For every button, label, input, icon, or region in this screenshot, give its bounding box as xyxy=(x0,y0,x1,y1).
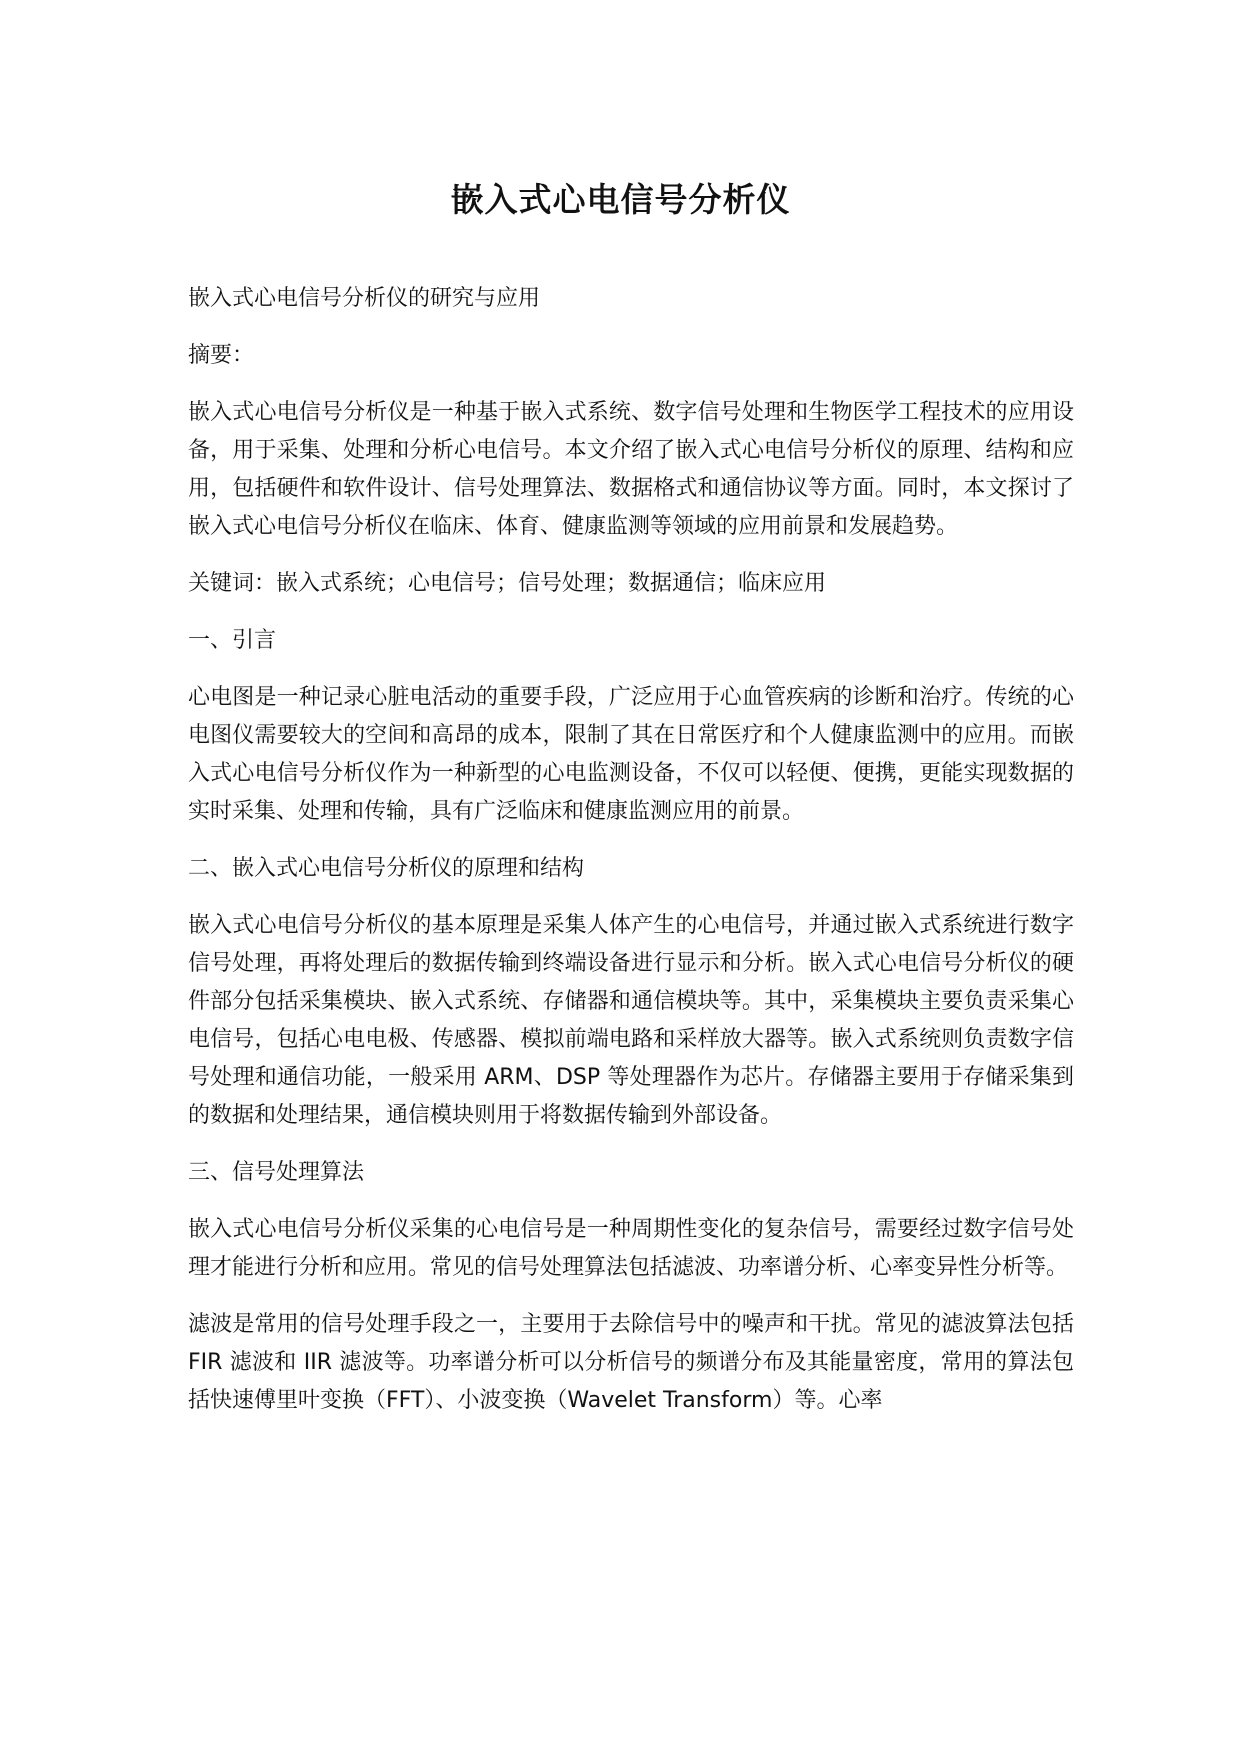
signal-processing-paragraph: 嵌入式心电信号分析仪采集的心电信号是一种周期性变化的复杂信号，需要经过数字信号处理才能进行分析和应用。常见的信号处理算法包括滤波、功率谱分析、心率变异性分析等。 xyxy=(188,1217,1074,1280)
introduction-paragraph: 心电图是一种记录心脏电活动的重要手段，广泛应用于心血管疾病的诊断和治疗。传统的心电图仪需要较大的空间和高昂的成本，限制了其在日常医疗和个人健康监测中的应用。而嵌入式心电信号分析仪作为一种新型的心电监测设备，不仅可以轻便、便携，更能实现数据的实时采集、处理和传输，具有广泛临床和健康监测应用的前景。 xyxy=(188,685,1074,824)
principle-structure-paragraph: 嵌入式心电信号分析仪的基本原理是采集人体产生的心电信号，并通过嵌入式系统进行数字信号处理，再将处理后的数据传输到终端设备进行显示和分析。嵌入式心电信号分析仪的硬件部分包括采集模块、嵌入式系统、存储器和通信模块等。其中，采集模块主要负责采集心电信号，包括心电电极、传感器、模拟前端电路和采样放大器等。嵌入式系统则负责数字信号处理和通信功能，一般采用 ARM、DSP 等处理器作为芯片。存储器主要用于存储采集到的数据和处理结果，通信模块则用于将数据传输到外部设备。 xyxy=(188,913,1074,1128)
section-heading-introduction: 一、引言 xyxy=(188,628,277,653)
section-heading-signal-processing: 三、信号处理算法 xyxy=(188,1160,365,1185)
document-title: 嵌入式心电信号分析仪 xyxy=(450,180,791,219)
abstract-paragraph: 嵌入式心电信号分析仪是一种基于嵌入式系统、数字信号处理和生物医学工程技术的应用设备，用于采集、处理和分析心电信号。本文介绍了嵌入式心电信号分析仪的原理、结构和应用，包括硬件和软件设计、信号处理算法、数据格式和通信协议等方面。同时，本文探讨了嵌入式心电信号分析仪在临床、体育、健康监测等领域的应用前景和发展趋势。 xyxy=(188,400,1074,539)
section-heading-principle-structure: 二、嵌入式心电信号分析仪的原理和结构 xyxy=(188,856,585,881)
document-body xyxy=(188,280,1074,1439)
subtitle-paragraph: 嵌入式心电信号分析仪的研究与应用 xyxy=(188,286,541,311)
filtering-paragraph: 滤波是常用的信号处理手段之一，主要用于去除信号中的噪声和干扰。常见的滤波算法包括 FIR 滤波和 IIR 滤波等。功率谱分析可以分析信号的频谱分布及其能量密度，常用的算法包括快速傅里叶变换（FFT）、小波变换（Wavelet Transform）等。心率 xyxy=(188,1312,1074,1413)
abstract-heading: 摘要： xyxy=(188,343,255,368)
keywords-paragraph: 关键词：嵌入式系统；心电信号；信号处理；数据通信；临床应用 xyxy=(188,571,827,596)
